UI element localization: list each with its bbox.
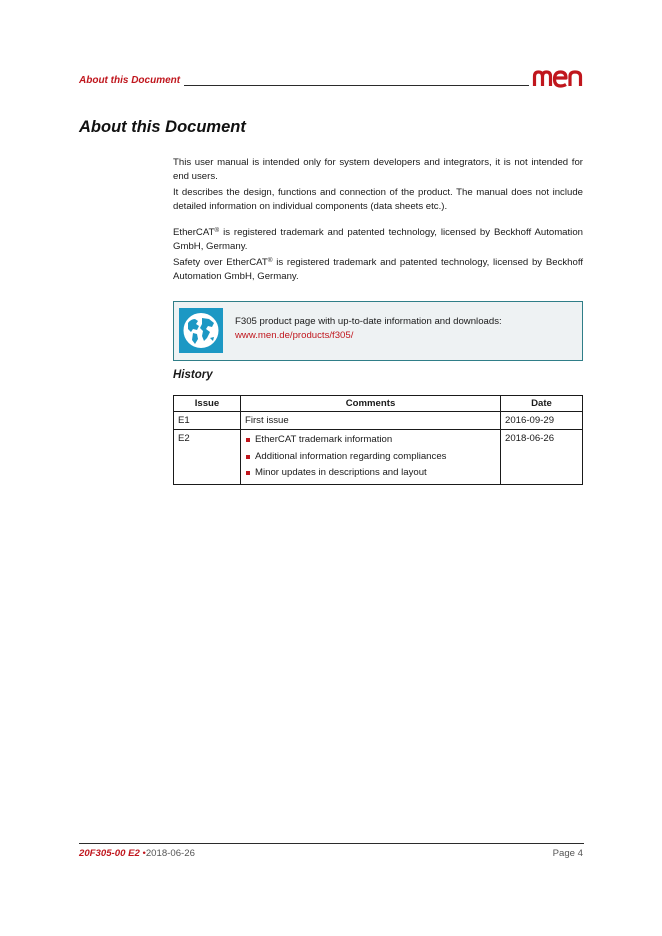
info-note-text xyxy=(235,315,502,343)
product-page-link[interactable]: www.men.de/products/f305/ xyxy=(235,330,354,341)
column-header-issue: Issue xyxy=(174,396,241,412)
trademark-1-name: EtherCAT xyxy=(173,227,215,238)
date-cell: 2018-06-26 xyxy=(501,430,583,485)
page-number: Page 4 xyxy=(552,848,583,859)
page-title: About this Document xyxy=(79,118,246,136)
header-title: About this Document xyxy=(79,75,181,86)
info-note-box xyxy=(173,301,583,361)
comments-list xyxy=(245,432,496,482)
list-item: Minor updates in descriptions and layout xyxy=(245,465,496,482)
intro-paragraph-1: This user manual is intended only for system developers and integrators, it is not intended for end users. xyxy=(173,157,583,183)
list-item: Additional information regarding compliances xyxy=(245,449,496,466)
issue-cell: E1 xyxy=(174,412,241,430)
trademark-paragraph-1 xyxy=(173,226,583,254)
table-row xyxy=(174,412,583,430)
footer-doc-info xyxy=(79,848,195,859)
table-header-row xyxy=(174,396,583,412)
document-id: 20F305-00 E2 xyxy=(79,848,140,859)
page-header xyxy=(79,68,584,90)
list-item: EtherCAT trademark information xyxy=(245,432,496,449)
intro-paragraph-2: It describes the design, functions and connection of the product. The manual does not include detailed information on individual components (data sheets etc.). xyxy=(173,187,583,213)
trademark-2-name: Safety over EtherCAT xyxy=(173,257,268,268)
trademark-paragraph-2 xyxy=(173,256,583,284)
bullet-separator: • xyxy=(142,848,146,859)
issue-cell: E2 xyxy=(174,430,241,485)
table-row xyxy=(174,430,583,485)
history-heading: History xyxy=(173,369,213,381)
footer-rule xyxy=(79,843,584,844)
registered-mark: ® xyxy=(214,227,220,234)
note-description: F305 product page with up-to-date information and downloads: xyxy=(235,316,502,327)
comments-cell xyxy=(241,430,501,485)
globe-icon xyxy=(179,308,223,353)
column-header-comments: Comments xyxy=(241,396,501,412)
history-table xyxy=(173,395,583,485)
men-logo xyxy=(532,68,584,88)
date-cell: 2016-09-29 xyxy=(501,412,583,430)
trademark-2-text: is registered trademark and patented technology, licensed by Beckhoff Automation GmbH, Germany. xyxy=(173,257,583,283)
header-rule xyxy=(184,85,529,86)
document-date: 2018-06-26 xyxy=(145,848,195,859)
comments-cell: First issue xyxy=(241,412,501,430)
column-header-date: Date xyxy=(501,396,583,412)
trademark-1-text: is registered trademark and patented technology, licensed by Beckhoff Automation GmbH, Germany. xyxy=(173,227,583,253)
registered-mark: ® xyxy=(267,257,273,264)
